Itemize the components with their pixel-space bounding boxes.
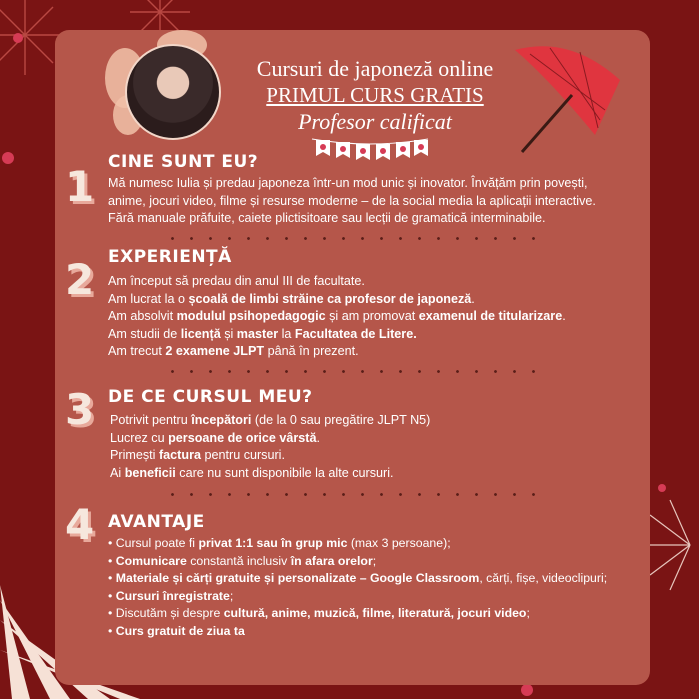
text-line: Lucrez cu persoane de orice vârstă. xyxy=(110,430,321,445)
dotted-divider xyxy=(163,493,538,496)
flag-bunting-icon xyxy=(310,135,430,165)
text-line: Am început să predau din anul III de facultate. xyxy=(108,274,365,288)
text-line: Am lucrat la o școală de limbi străine ca profesor de japoneză. xyxy=(108,291,475,306)
text-line: Am absolvit modulul psihopedagogic și am promovat examenul de titularizare. xyxy=(108,309,566,323)
title-line-2: PRIMUL CURS GRATIS xyxy=(266,83,484,107)
list-item: • Comunicare constantă inclusiv în afara orelor; xyxy=(108,553,377,568)
list-item: • Cursul poate fi privat 1:1 sau în grup mic (max 3 persoane); xyxy=(108,536,451,550)
text-line: Potrivit pentru începători (de la 0 sau pregătire JLPT N5) xyxy=(110,413,431,427)
list-item: • Curs gratuit de ziua ta xyxy=(108,623,245,638)
text-line: Am studii de licență și master la Facultatea de Litere. xyxy=(108,326,417,341)
section-number: 1 xyxy=(65,162,95,211)
dotted-divider xyxy=(163,370,538,373)
avatar xyxy=(125,44,221,140)
section-title: AVANTAJE xyxy=(108,512,205,532)
section-text xyxy=(108,273,566,361)
text-line: Primești factura pentru cursuri. xyxy=(110,448,285,462)
section-text xyxy=(108,535,607,640)
section-number: 3 xyxy=(65,385,95,434)
title-line-3: Profesor calificat xyxy=(298,109,452,134)
text-line: anime, jocuri video, filme și resurse moderne – de la social media la aplicații interactive. xyxy=(108,193,596,208)
section-text xyxy=(110,412,430,482)
text-line: Ai beneficii care nu sunt disponibile la alte cursuri. xyxy=(110,465,394,480)
page-title xyxy=(225,55,525,136)
text-line: Mă numesc Iulia și predau japoneza într-un mod unic și inovator. Învățăm prin povești, xyxy=(108,176,588,190)
list-item: • Cursuri înregistrate; xyxy=(108,588,234,603)
section-text xyxy=(108,175,596,228)
section-title: DE CE CURSUL MEU? xyxy=(108,387,313,407)
section-number: 2 xyxy=(65,255,95,304)
text-line: Am trecut 2 examene JLPT până în prezent. xyxy=(108,344,359,358)
text-line: Fără manuale prăfuite, caiete plictisitoare sau lecții de gramatică interminabile. xyxy=(108,211,546,225)
list-item: • Discutăm și despre cultură, anime, muzică, filme, literatură, jocuri video; xyxy=(108,606,530,620)
title-line-1: Cursuri de japoneză online xyxy=(256,56,494,81)
list-item: • Materiale și cărți gratuite și personalizate – Google Classroom, cărți, fișe, videoclipuri; xyxy=(108,571,608,585)
section-number: 4 xyxy=(65,500,95,549)
section-title: EXPERIENȚĂ xyxy=(108,247,232,267)
profile-photo-frame xyxy=(117,40,222,140)
dotted-divider xyxy=(163,237,538,240)
section-title: CINE SUNT EU? xyxy=(108,152,259,172)
japanese-umbrella-icon xyxy=(510,40,625,160)
